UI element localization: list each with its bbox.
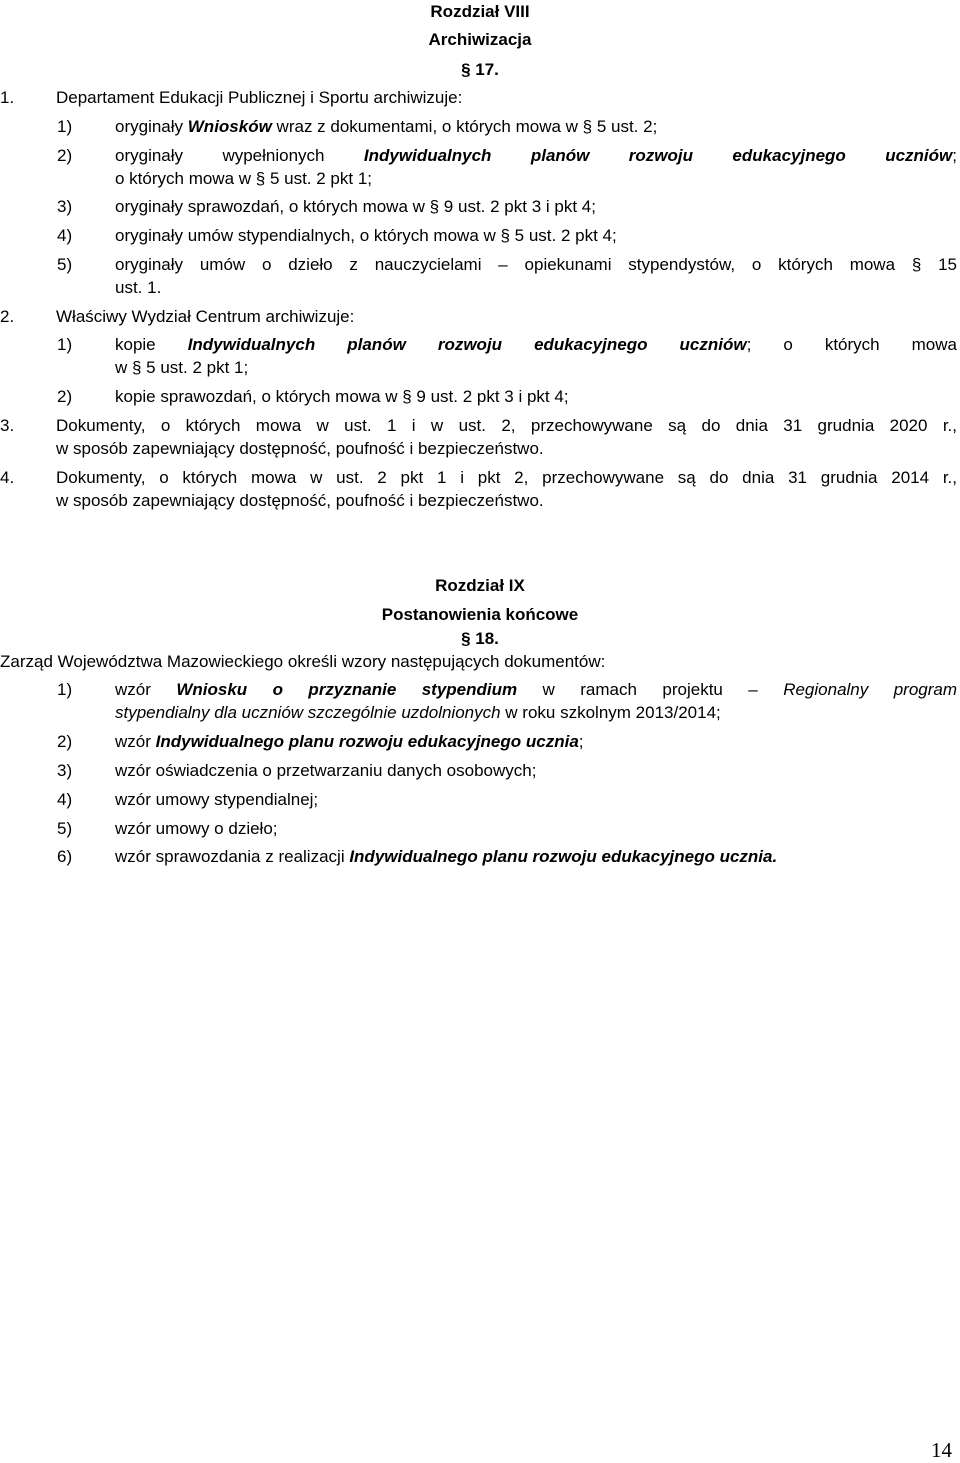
- list-item: kopie sprawozdań, o których mowa w § 9 ust. 2 pkt 3 i pkt 4;: [115, 387, 569, 406]
- list-item: [115, 846, 777, 868]
- list-item: [115, 116, 657, 138]
- item-text: w roku szkolnym 2013/2014;: [500, 703, 721, 722]
- item-text: wzór: [115, 680, 177, 699]
- item-emphasis: Indywidualnego planu rozwoju edukacyjnego ucznia.: [349, 847, 778, 866]
- list-item: [115, 731, 584, 753]
- section-heading: § 17.: [461, 60, 499, 79]
- item-continuation: ust. 1.: [115, 278, 162, 297]
- item-text: ; o których mowa: [746, 335, 957, 354]
- paragraph-text: Dokumenty, o których mowa w ust. 2 pkt 1 i pkt 2, przechowywane są do dnia 31 grudnia 2014 r.,: [56, 468, 957, 487]
- item-italic: stypendialny dla uczniów szczególnie uzdolnionych: [115, 703, 501, 722]
- item-number: 3): [57, 197, 73, 216]
- item-number: 6): [57, 847, 73, 866]
- chapter-subtitle: Archiwizacja: [428, 30, 532, 49]
- item-number: 5): [57, 255, 73, 274]
- paragraph-number: 2.: [0, 307, 15, 326]
- page-number: 14: [931, 1438, 952, 1462]
- paragraph-continuation: w sposób zapewniający dostępność, poufność i bezpieczeństwo.: [56, 439, 544, 458]
- item-number: 2): [57, 732, 73, 751]
- item-number: 1): [57, 335, 73, 354]
- item-number: 1): [57, 680, 73, 699]
- item-text: ;: [952, 146, 957, 165]
- item-text: wzór sprawozdania z realizacji: [115, 847, 350, 866]
- list-item: [115, 334, 957, 356]
- paragraph-number: 3.: [0, 416, 15, 435]
- paragraph-text: Właściwy Wydział Centrum archiwizuje:: [56, 307, 355, 326]
- item-number: 4): [57, 226, 73, 245]
- paragraph-text: Dokumenty, o których mowa w ust. 1 i w ust. 2, przechowywane są do dnia 31 grudnia 2020 r.,: [56, 416, 957, 435]
- item-continuation: [115, 702, 721, 724]
- item-italic: Regionalny program: [783, 680, 957, 699]
- paragraph-text: Departament Edukacji Publicznej i Sportu archiwizuje:: [56, 88, 463, 107]
- chapter-title: Rozdział IX: [435, 576, 525, 595]
- list-item: oryginały umów stypendialnych, o których mowa w § 5 ust. 2 pkt 4;: [115, 226, 617, 245]
- list-item: wzór umowy stypendialnej;: [115, 790, 319, 809]
- item-continuation: o których mowa w § 5 ust. 2 pkt 1;: [115, 169, 373, 188]
- list-item: oryginały sprawozdań, o których mowa w § 9 ust. 2 pkt 3 i pkt 4;: [115, 197, 596, 216]
- item-text: oryginały: [115, 117, 188, 136]
- item-number: 4): [57, 790, 73, 809]
- paragraph-continuation: w sposób zapewniający dostępność, poufność i bezpieczeństwo.: [56, 491, 544, 510]
- list-item: oryginały umów o dzieło z nauczycielami – opiekunami stypendystów, o których mowa § 15: [115, 255, 957, 274]
- item-text: wraz z dokumentami, o których mowa w § 5 ust. 2;: [271, 117, 658, 136]
- paragraph-text: Zarząd Województwa Mazowieckiego określi wzory następujących dokumentów:: [0, 652, 606, 671]
- item-text: oryginały wypełnionych: [115, 146, 364, 165]
- list-item: wzór oświadczenia o przetwarzaniu danych osobowych;: [115, 761, 537, 780]
- item-text: wzór: [115, 732, 156, 751]
- item-number: 2): [57, 387, 73, 406]
- chapter-subtitle: Postanowienia końcowe: [381, 605, 579, 624]
- item-continuation: w § 5 ust. 2 pkt 1;: [115, 358, 249, 377]
- item-emphasis: Wniosku o przyznanie stypendium: [176, 680, 518, 699]
- item-number: 1): [57, 117, 73, 136]
- item-number: 2): [57, 146, 73, 165]
- section-heading: § 18.: [461, 629, 499, 648]
- paragraph-number: 1.: [0, 88, 15, 107]
- list-item: [115, 679, 957, 701]
- item-text: ;: [578, 732, 584, 751]
- paragraph-number: 4.: [0, 468, 15, 487]
- item-text: kopie: [115, 335, 188, 354]
- list-item: wzór umowy o dzieło;: [115, 819, 278, 838]
- list-item: [115, 145, 957, 167]
- item-emphasis: Indywidualnych planów rozwoju edukacyjnego uczniów: [187, 335, 747, 354]
- item-emphasis: Wniosków: [187, 117, 272, 136]
- item-emphasis: Indywidualnych planów rozwoju edukacyjnego uczniów: [363, 146, 953, 165]
- item-number: 5): [57, 819, 73, 838]
- item-emphasis: Indywidualnego planu rozwoju edukacyjnego ucznia: [155, 732, 579, 751]
- item-text: w ramach projektu –: [517, 680, 784, 699]
- item-number: 3): [57, 761, 73, 780]
- chapter-title: Rozdział VIII: [430, 2, 530, 21]
